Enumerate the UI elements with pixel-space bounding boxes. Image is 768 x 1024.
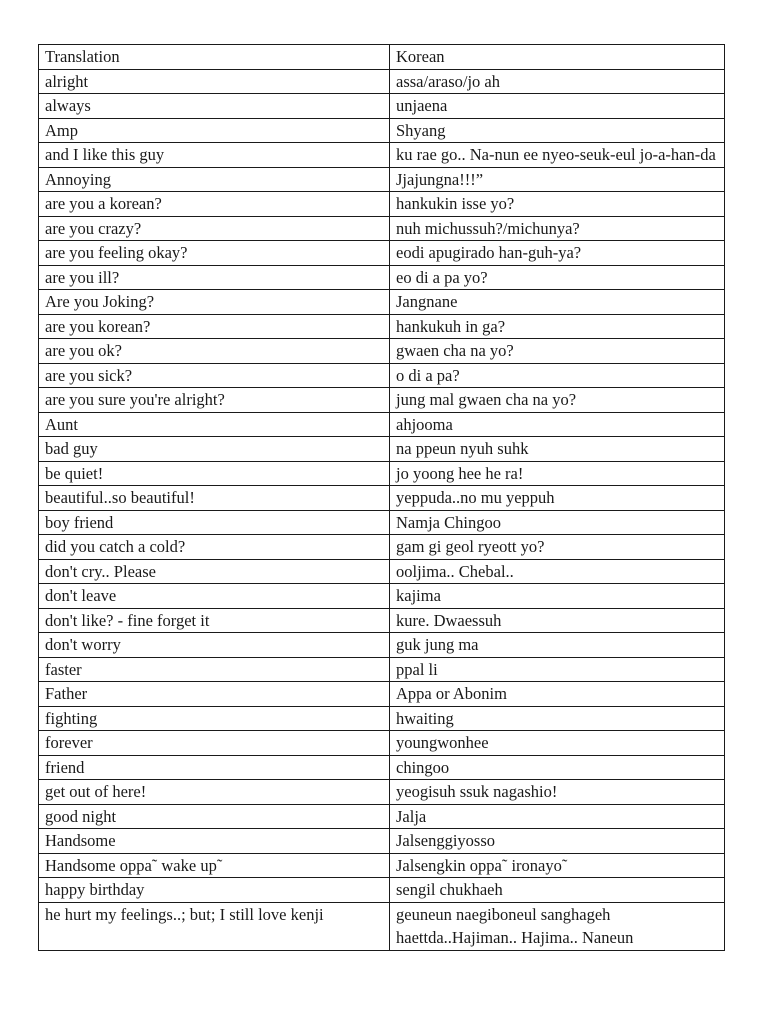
table-row xyxy=(39,241,725,266)
korean-cell: eodi apugirado han-guh-ya? xyxy=(390,241,725,266)
korean-cell: kajima xyxy=(390,584,725,609)
table-row xyxy=(39,510,725,535)
korean-cell: gam gi geol ryeott yo? xyxy=(390,535,725,560)
table-row xyxy=(39,902,725,950)
table-row xyxy=(39,853,725,878)
korean-cell: Appa or Abonim xyxy=(390,682,725,707)
table-row xyxy=(39,192,725,217)
translation-cell: good night xyxy=(39,804,390,829)
korean-cell: hankukin isse yo? xyxy=(390,192,725,217)
korean-cell: o di a pa? xyxy=(390,363,725,388)
table-row xyxy=(39,69,725,94)
table-row xyxy=(39,461,725,486)
translation-cell: boy friend xyxy=(39,510,390,535)
translation-cell: are you ill? xyxy=(39,265,390,290)
table-row xyxy=(39,94,725,119)
phrase-table xyxy=(38,44,725,951)
translation-cell: are you feeling okay? xyxy=(39,241,390,266)
table-row xyxy=(39,265,725,290)
table-row xyxy=(39,535,725,560)
korean-cell: unjaena xyxy=(390,94,725,119)
translation-cell: be quiet! xyxy=(39,461,390,486)
translation-cell: don't cry.. Please xyxy=(39,559,390,584)
translation-cell: Are you Joking? xyxy=(39,290,390,315)
table-row xyxy=(39,780,725,805)
table-row xyxy=(39,437,725,462)
korean-cell: jung mal gwaen cha na yo? xyxy=(390,388,725,413)
table-row xyxy=(39,118,725,143)
translation-cell: are you sure you're alright? xyxy=(39,388,390,413)
translation-cell: get out of here! xyxy=(39,780,390,805)
table-row xyxy=(39,486,725,511)
korean-cell: eo di a pa yo? xyxy=(390,265,725,290)
korean-cell: Shyang xyxy=(390,118,725,143)
translation-cell: Father xyxy=(39,682,390,707)
korean-cell: gwaen cha na yo? xyxy=(390,339,725,364)
korean-cell: Jalja xyxy=(390,804,725,829)
translation-cell: don't leave xyxy=(39,584,390,609)
translation-cell: he hurt my feelings..; but; I still love kenji xyxy=(39,902,390,950)
korean-cell: chingoo xyxy=(390,755,725,780)
korean-cell: yeogisuh ssuk nagashio! xyxy=(390,780,725,805)
translation-cell: friend xyxy=(39,755,390,780)
translation-cell: are you a korean? xyxy=(39,192,390,217)
korean-cell: Jalsenggiyosso xyxy=(390,829,725,854)
table-header-row xyxy=(39,45,725,70)
table-row xyxy=(39,804,725,829)
table-row xyxy=(39,363,725,388)
translation-cell: happy birthday xyxy=(39,878,390,903)
translation-cell: beautiful..so beautiful! xyxy=(39,486,390,511)
translation-cell: Amp xyxy=(39,118,390,143)
korean-cell: na ppeun nyuh suhk xyxy=(390,437,725,462)
table-row xyxy=(39,608,725,633)
korean-cell: guk jung ma xyxy=(390,633,725,658)
table-row xyxy=(39,706,725,731)
korean-cell: ku rae go.. Na-nun ee nyeo-seuk-eul jo-a-han-da xyxy=(390,143,725,168)
translation-cell: Handsome xyxy=(39,829,390,854)
translation-cell: are you sick? xyxy=(39,363,390,388)
table-row xyxy=(39,755,725,780)
table-row xyxy=(39,167,725,192)
table-row xyxy=(39,314,725,339)
korean-cell: jo yoong hee he ra! xyxy=(390,461,725,486)
korean-cell: sengil chukhaeh xyxy=(390,878,725,903)
table-row xyxy=(39,584,725,609)
translation-cell: are you korean? xyxy=(39,314,390,339)
table-row xyxy=(39,731,725,756)
korean-cell: ppal li xyxy=(390,657,725,682)
translation-cell: don't like? - fine forget it xyxy=(39,608,390,633)
translation-cell: don't worry xyxy=(39,633,390,658)
table-row xyxy=(39,829,725,854)
table-row xyxy=(39,559,725,584)
translation-cell: forever xyxy=(39,731,390,756)
translation-cell: always xyxy=(39,94,390,119)
table-row xyxy=(39,339,725,364)
table-row xyxy=(39,216,725,241)
header-translation: Translation xyxy=(39,45,390,70)
translation-cell: and I like this guy xyxy=(39,143,390,168)
korean-cell: ahjooma xyxy=(390,412,725,437)
translation-cell: faster xyxy=(39,657,390,682)
korean-cell: kure. Dwaessuh xyxy=(390,608,725,633)
translation-cell: did you catch a cold? xyxy=(39,535,390,560)
translation-cell: are you ok? xyxy=(39,339,390,364)
table-row xyxy=(39,682,725,707)
translation-cell: fighting xyxy=(39,706,390,731)
translation-cell: Annoying xyxy=(39,167,390,192)
korean-cell: Namja Chingoo xyxy=(390,510,725,535)
korean-cell: hankukuh in ga? xyxy=(390,314,725,339)
table-row xyxy=(39,143,725,168)
translation-cell: Aunt xyxy=(39,412,390,437)
translation-cell: alright xyxy=(39,69,390,94)
table-row xyxy=(39,633,725,658)
korean-cell: nuh michussuh?/michunya? xyxy=(390,216,725,241)
table-row xyxy=(39,412,725,437)
translation-cell: Handsome oppa˜ wake up˜ xyxy=(39,853,390,878)
korean-cell: assa/araso/jo ah xyxy=(390,69,725,94)
korean-cell: Jangnane xyxy=(390,290,725,315)
table-row xyxy=(39,388,725,413)
translation-cell: bad guy xyxy=(39,437,390,462)
korean-cell: Jjajungna!!!” xyxy=(390,167,725,192)
document-page xyxy=(38,44,724,951)
korean-cell: yeppuda..no mu yeppuh xyxy=(390,486,725,511)
korean-cell: ooljima.. Chebal.. xyxy=(390,559,725,584)
korean-cell: youngwonhee xyxy=(390,731,725,756)
korean-cell: geuneun naegiboneul sanghageh haettda..Hajiman.. Hajima.. Naneun xyxy=(390,902,725,950)
header-korean: Korean xyxy=(390,45,725,70)
translation-cell: are you crazy? xyxy=(39,216,390,241)
table-row xyxy=(39,290,725,315)
table-row xyxy=(39,657,725,682)
korean-cell: Jalsengkin oppa˜ ironayo˜ xyxy=(390,853,725,878)
table-row xyxy=(39,878,725,903)
korean-cell: hwaiting xyxy=(390,706,725,731)
